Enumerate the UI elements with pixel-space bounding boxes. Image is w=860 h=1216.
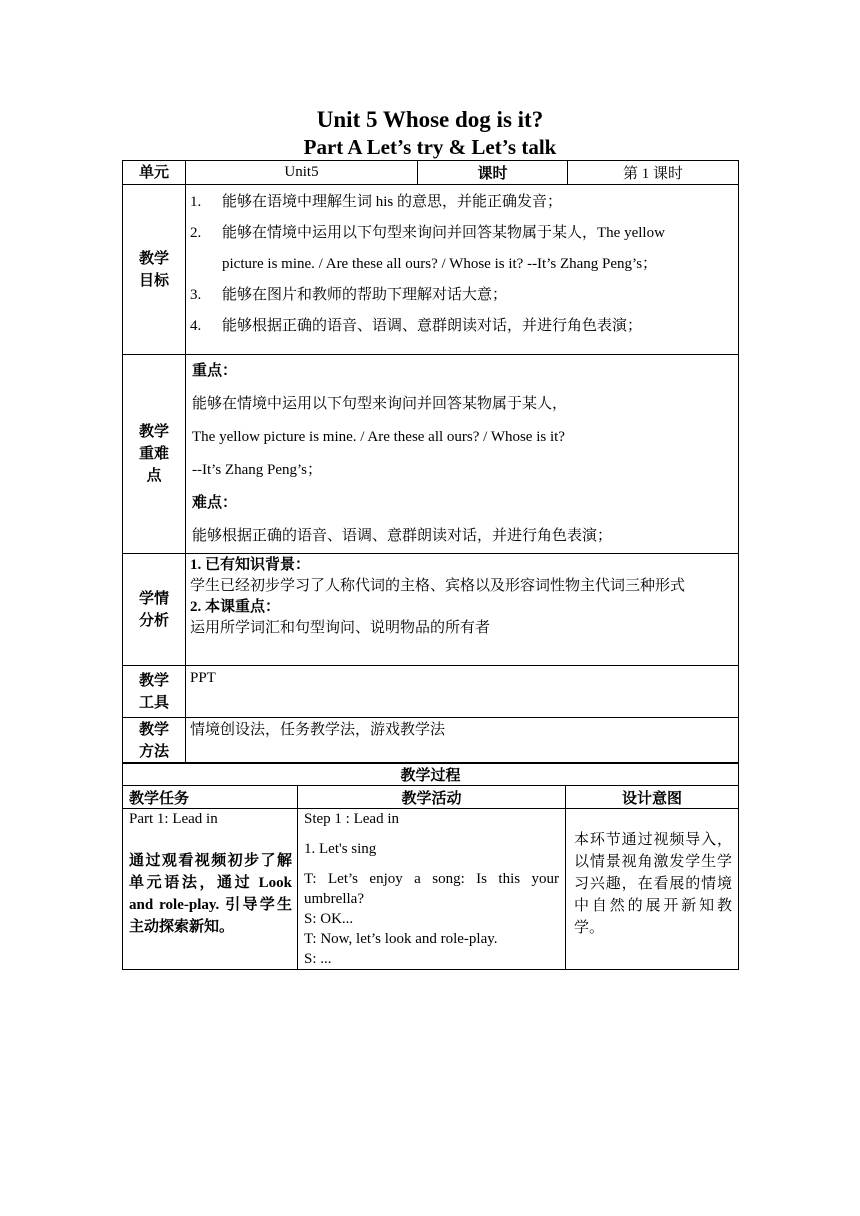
objective-num: 1. [190,194,202,210]
tools-content [186,666,739,718]
key-text: The yellow picture is mine. / Are these all ours? / Whose is it? [192,429,565,445]
difficulty-heading: 难点： [192,495,238,511]
objective-text: 能够在情境中运用以下句型来询问并回答某物属于某人，The yellow [222,225,665,241]
process-row [123,809,739,970]
unit-label: 单元 [123,161,186,185]
task-heading: Part 1: Lead in [129,811,218,827]
methods-content [186,718,739,764]
activity-student-1: S: OK... [304,911,354,927]
task-cell [123,809,298,970]
col-intent: 设计意图 [566,786,739,809]
unit-value: Unit5 [186,161,418,185]
tools-value: PPT [190,670,216,686]
activity-student-2: S: ... [304,951,332,967]
activity-step: Step 1 : Lead in [304,811,399,827]
key-text: 能够在情境中运用以下句型来询问并回答某物属于某人， [192,396,568,412]
analysis-heading-2: 2. 本课重点： [190,599,281,615]
tools-label: 教学 工具 [123,666,186,718]
unit-row [123,161,739,185]
period-label: 课时 [418,161,568,185]
key-points-label: 教学 重难 点 [123,355,186,554]
lesson-plan-table [122,160,739,764]
activity-teacher-2: T: Now, let’s look and role-play. [304,931,498,947]
objective-item [186,280,732,311]
key-points-content [186,355,739,554]
activity-teacher-1: T: Let’s enjoy a song: Is this your umbrella? [304,871,559,907]
objectives-label: 教学 目标 [123,185,186,355]
process-title-row [123,763,739,786]
methods-row [123,718,739,764]
process-header-row [123,786,739,809]
col-activity: 教学活动 [298,786,566,809]
document-subtitle: Part A Let’s try & Let’s talk [303,135,557,159]
objective-num [186,249,222,280]
document-title: Unit 5 Whose dog is it? [316,107,544,132]
period-value: 第 1 课时 [568,161,739,185]
tools-row [123,666,739,718]
task-body: 通过观看视频初步了解单元语法，通过 Look and role-play. 引导学生主动探索新知。 [129,853,292,935]
process-table [122,762,739,970]
analysis-content [186,554,739,666]
objective-num: 3. [190,287,202,303]
process-title: 教学过程 [123,763,739,786]
objective-text: picture is mine. / Are these all ours? / Whose is it? --It’s Zhang Peng’s； [222,256,658,272]
objective-text: 能够根据正确的语音、语调、意群朗读对话，并进行角色表演； [222,318,643,334]
intent-text: 本环节通过视频导入，以情景视角激发学生学习兴趣，在看展的情境中自然的展开新知教学。 [574,832,733,936]
objective-item [186,311,732,342]
analysis-text-1: 学生已经初步学习了人称代词的主格、宾格以及形容词性物主代词三种形式 [190,578,686,594]
analysis-text-2: 运用所学词汇和句型询问、说明物品的所有者 [190,620,491,636]
objective-num: 2. [190,225,202,241]
key-heading: 重点： [192,363,238,379]
difficulty-text: 能够根据正确的语音、语调、意群朗读对话，并进行角色表演； [192,528,613,544]
objective-num: 4. [190,318,202,334]
activity-cell [298,809,566,970]
analysis-label: 学情 分析 [123,554,186,666]
objective-item [186,187,732,218]
col-task: 教学任务 [123,786,298,809]
activity-sub: 1. Let's sing [304,841,377,857]
intent-cell [566,809,739,970]
analysis-heading-1: 1. 已有知识背景： [190,557,311,573]
objective-text: 能够在语境中理解生词 his 的意思，并能正确发音； [222,194,563,210]
methods-value: 情境创设法，任务教学法，游戏教学法 [190,722,446,738]
objectives-row [123,185,739,355]
objective-text: 能够在图片和教师的帮助下理解对话大意； [222,287,508,303]
methods-label: 教学 方法 [123,718,186,764]
key-text: --It’s Zhang Peng’s； [192,462,322,478]
key-points-row [123,355,739,554]
objective-item [186,249,732,280]
analysis-row [123,554,739,666]
objectives-content [186,185,739,355]
objective-item [186,218,732,249]
